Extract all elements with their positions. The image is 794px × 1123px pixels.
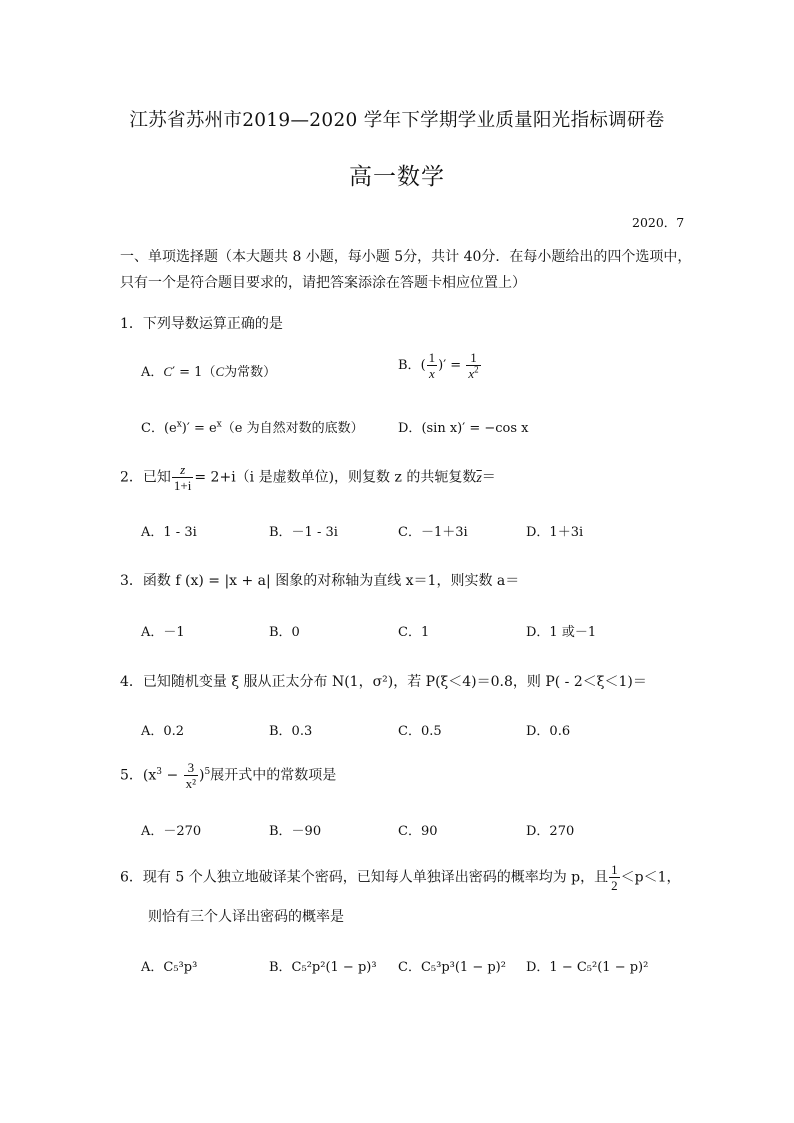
question-4-option-a: A．0.2 <box>141 724 185 739</box>
section-instructions-line1: 一、单项选择题（本大题共 8 小题，每小题 5分，共计 40分．在每小题给出的四个选项中， <box>120 249 692 265</box>
question-1-option-a: A．C′ = 1（C为常数） <box>141 364 277 380</box>
question-4-option-c: C．0.5 <box>398 724 442 739</box>
question-3-option-b: B．0 <box>269 625 300 640</box>
question-6-stem: 6．现有 5 个人独立地破译某个密码，已知每人单独译出密码的概率均为 p，且 $\frac{1}{2}$ ＜p＜1， <box>120 862 681 893</box>
question-2-stem: 2．已知 $\frac{z}{1+i}$ = 2+i（i 是虚数单位)，则复数 z 的共轭复数$\overline{z}=$ <box>120 462 496 493</box>
question-6-option-c: C．C₅³p³(1 − p)² <box>398 960 506 975</box>
question-4-option-b: B．0.3 <box>269 724 313 739</box>
question-6-option-a: A．C₅³p³ <box>141 960 198 975</box>
section-instructions-line2: 只有一个是符合题目要求的，请把答案添涂在答题卡相应位置上） <box>120 275 526 291</box>
question-1-stem: 1．下列导数运算正确的是 <box>120 316 283 332</box>
question-2-option-c: C．－1＋3i <box>398 525 468 540</box>
question-1-option-d: D．(sin x)′ = −cos x <box>398 421 529 436</box>
question-5-option-d: D．270 <box>526 824 575 839</box>
question-3-option-a: A．－1 <box>141 625 185 640</box>
exam-date: 2020．7 <box>632 215 685 230</box>
subject-title: 高一数学 <box>349 164 445 190</box>
question-3-option-d: D．1 或－1 <box>526 625 597 640</box>
question-2-option-d: D．1＋3i <box>526 525 584 540</box>
question-6-stem-line2: 则恰有三个人译出密码的概率是 <box>148 909 344 925</box>
question-5-option-b: B．－90 <box>269 824 322 839</box>
question-5-option-a: A．－270 <box>141 824 202 839</box>
question-1-option-b: B．( $\frac{1}{x}$ )′ = $\frac{1}{x^2}$ <box>398 350 479 381</box>
question-6-option-b: B．C₅²p²(1 − p)³ <box>269 960 377 975</box>
question-3-option-c: C．1 <box>398 625 430 640</box>
question-1-option-c: C．$(e^x)' = e^x(e$ 为自然对数的底数） <box>141 419 364 436</box>
question-4-option-d: D．0.6 <box>526 724 571 739</box>
question-5-stem: 5．($x^3$ − $\frac{3}{\text{x²}}$ )$^5$展开式中的常数项是 <box>120 760 337 791</box>
question-2-option-a: A．1 - 3i <box>141 525 197 540</box>
question-5-option-c: C．90 <box>398 824 438 839</box>
exam-title: 江苏省苏州市2019—2020 学年下学期学业质量阳光指标调研卷 <box>129 110 665 131</box>
question-3-stem: 3．函数 f (x) = |x + a| 图象的对称轴为直线 x＝1，则实数 a＝ <box>120 573 520 589</box>
question-4-stem: 4．已知随机变量 ξ 服从正太分布 N(1，σ²)，若 P(ξ＜4)＝0.8，则 P( - 2＜ξ＜1)＝ <box>120 674 647 690</box>
question-2-option-b: B．－1 - 3i <box>269 525 338 540</box>
question-6-option-d: D．1 − C₅²(1 − p)² <box>526 960 649 975</box>
